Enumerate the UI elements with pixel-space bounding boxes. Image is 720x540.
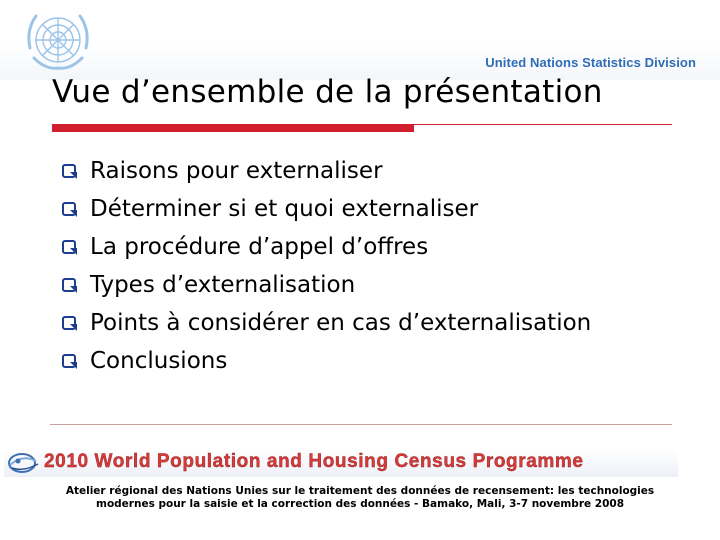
footer-divider: [50, 424, 672, 425]
bullet-text: La procédure d’appel d’offres: [90, 234, 429, 260]
bullet-box-icon: [62, 240, 76, 254]
bullet-list: [62, 152, 591, 380]
un-emblem-icon: [20, 8, 96, 74]
list-item: [62, 304, 591, 342]
bullet-box-icon: [62, 278, 76, 292]
list-item: [62, 266, 591, 304]
list-item: [62, 342, 591, 380]
title-underline-line: [414, 124, 672, 125]
bullet-text: Raisons pour externaliser: [90, 158, 383, 184]
bullet-box-icon: [62, 354, 76, 368]
organization-name: United Nations Statistics Division: [485, 55, 696, 70]
title-underline-bar: [52, 124, 414, 132]
slide-title: Vue d’ensemble de la présentation: [52, 74, 603, 110]
footer-line: Atelier régional des Nations Unies sur le traitement des données de recensement: les technologies: [65, 485, 655, 497]
bullet-text: Déterminer si et quoi externaliser: [90, 196, 479, 222]
list-item: [62, 152, 591, 190]
list-item: [62, 190, 591, 228]
bullet-box-icon: [62, 202, 76, 216]
footer-line: modernes pour la saisie et la correction des données - Bamako, Mali, 3-7 novembre 2008: [96, 498, 624, 510]
globe-swirl-icon: [6, 450, 42, 476]
census-programme-title: 2010 World Population and Housing Census Programme: [44, 451, 584, 472]
bullet-text: Conclusions: [90, 348, 228, 374]
bullet-box-icon: [62, 316, 76, 330]
census-banner: [4, 449, 678, 477]
bullet-text: Types d’externalisation: [90, 272, 356, 298]
bullet-box-icon: [62, 164, 76, 178]
bullet-text: Points à considérer en cas d’externalisation: [90, 310, 592, 336]
footer-caption: [30, 485, 690, 511]
list-item: [62, 228, 591, 266]
